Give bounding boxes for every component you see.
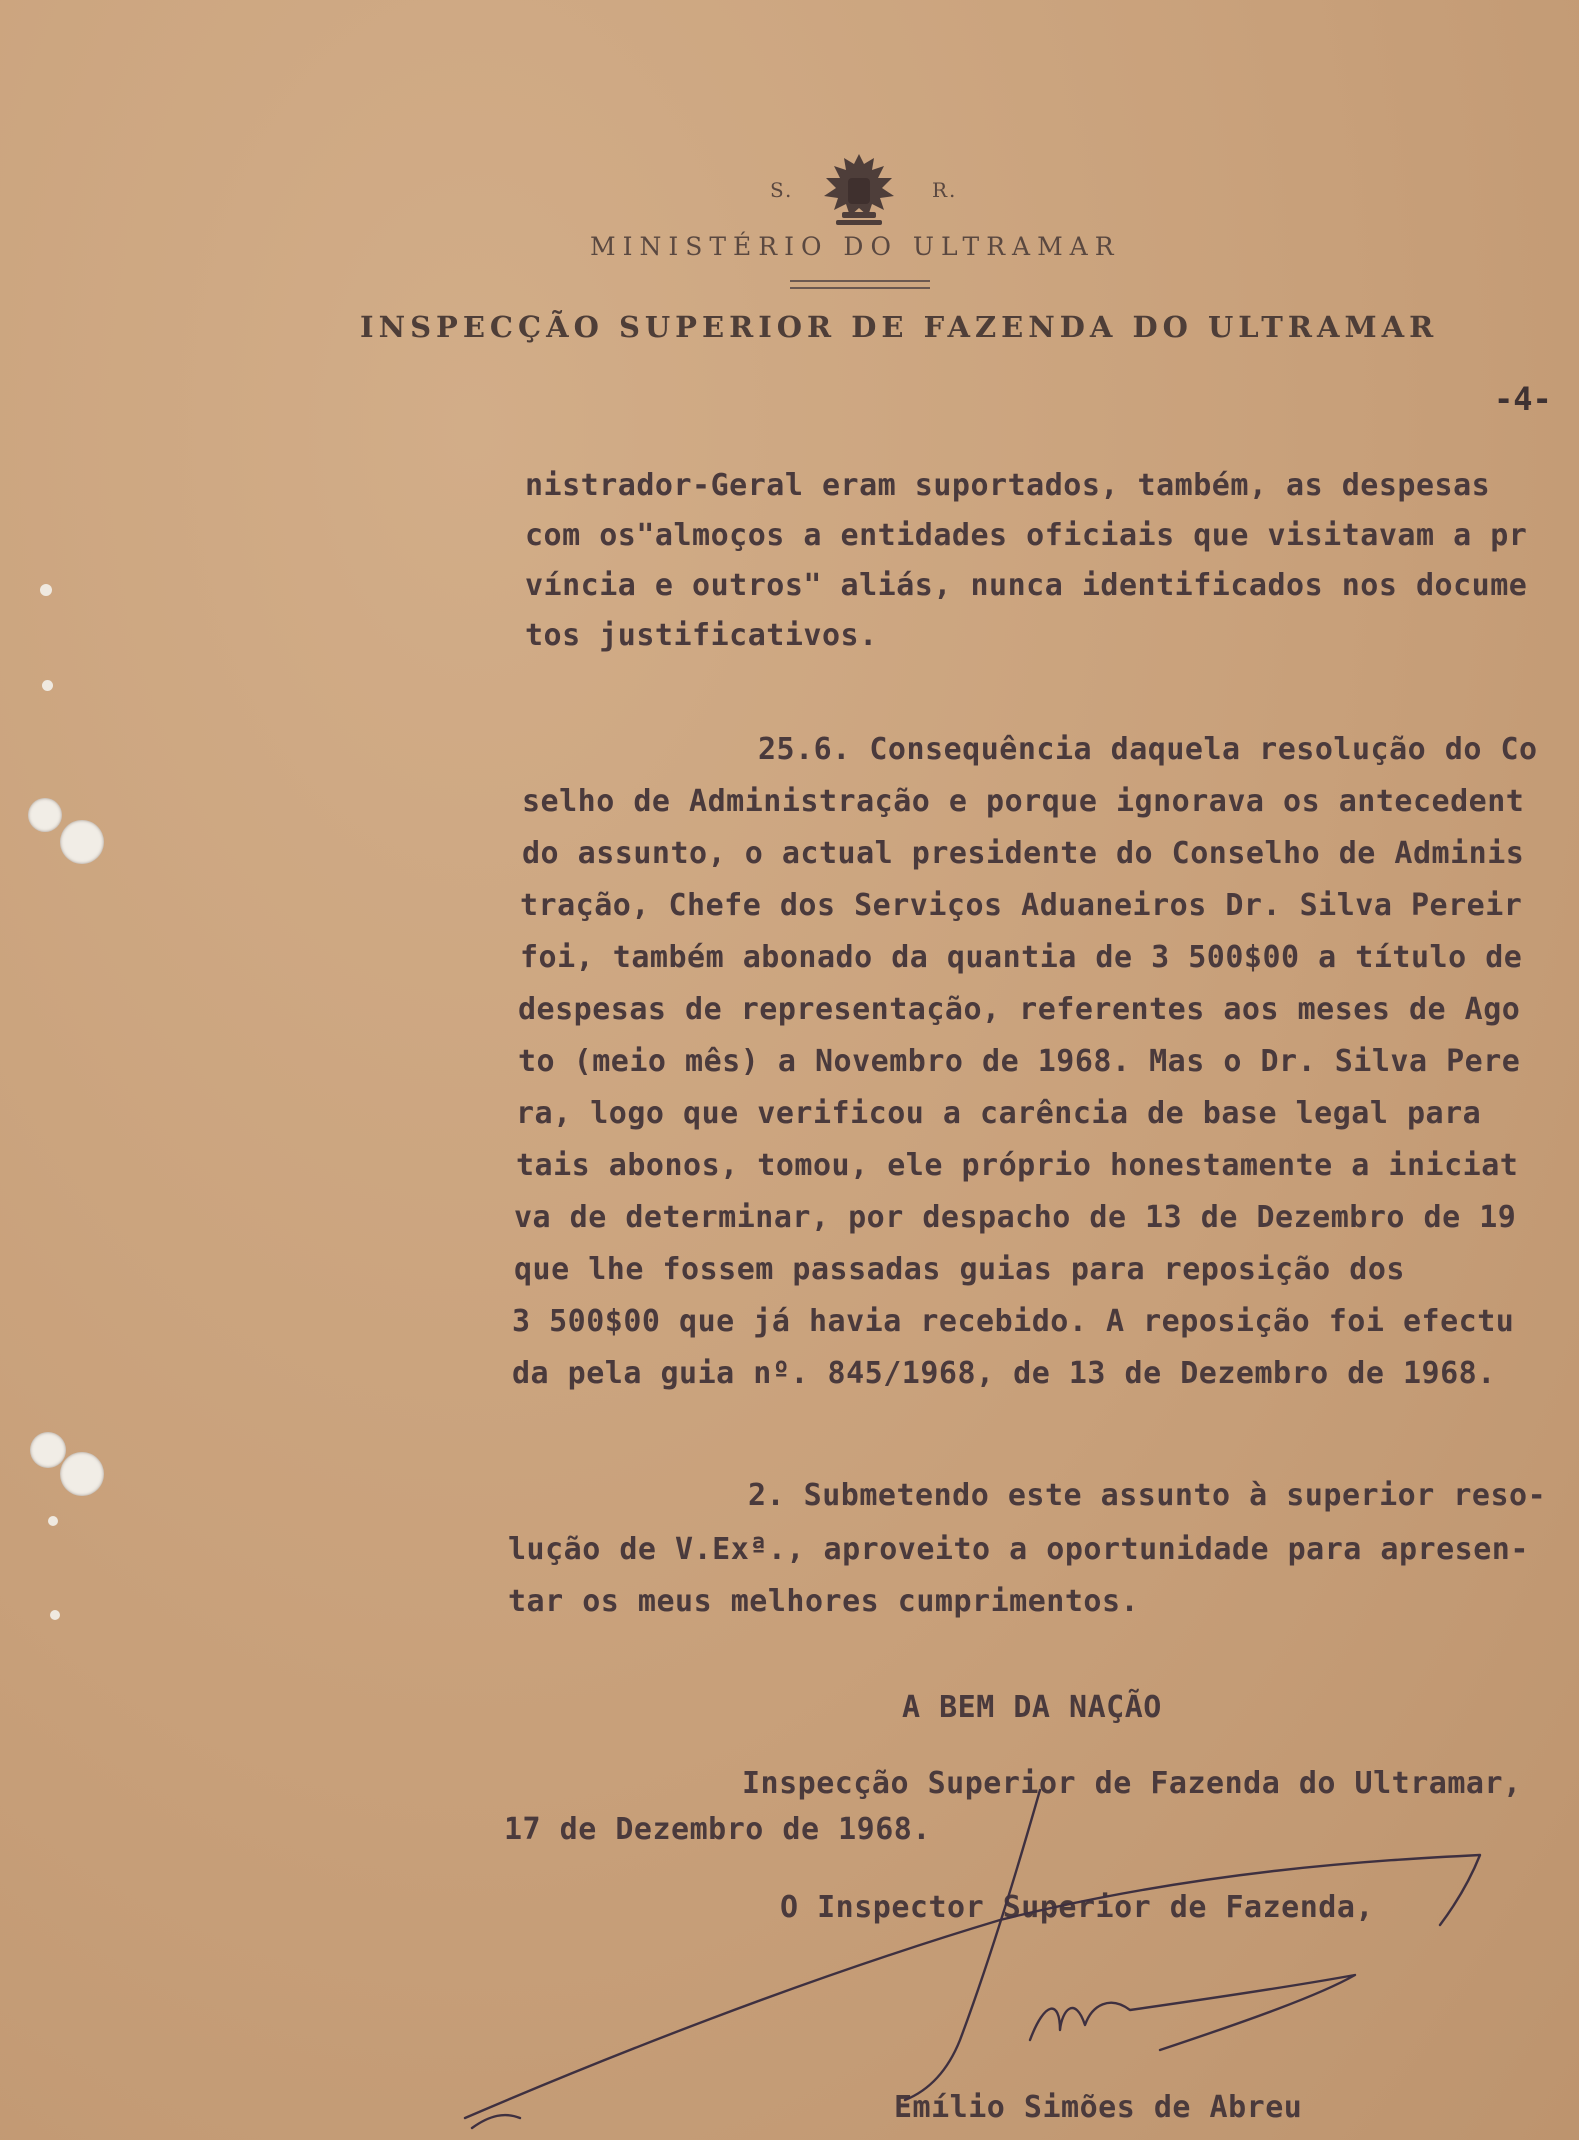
body-line: tar os meus melhores cumprimentos. bbox=[508, 1584, 1140, 1619]
body-line: tos justificativos. bbox=[525, 618, 878, 653]
body-line: da pela guia nº. 845/1968, de 13 de Dezembro de 1968. bbox=[512, 1356, 1496, 1391]
binder-hole bbox=[30, 1432, 66, 1468]
binder-hole bbox=[28, 798, 62, 832]
body-line: 25.6. Consequência daquela resolução do Co bbox=[758, 732, 1538, 767]
letterhead-r: R. bbox=[932, 178, 958, 202]
coat-of-arms-icon bbox=[812, 150, 906, 228]
letterhead-rule-top bbox=[790, 280, 930, 282]
body-line: com os"almoços a entidades oficiais que visitavam a pr bbox=[525, 518, 1528, 553]
closing-motto: A BEM DA NAÇÃO bbox=[902, 1690, 1162, 1725]
paper-speck bbox=[42, 680, 53, 691]
body-line: foi, também abonado da quantia de 3 500$00 a título de bbox=[520, 940, 1523, 975]
letterhead-rule-bottom bbox=[790, 287, 930, 289]
body-line: va de determinar, por despacho de 13 de Dezembro de 19 bbox=[514, 1200, 1517, 1235]
paper-speck bbox=[50, 1610, 60, 1620]
body-line: 3 500$00 que já havia recebido. A reposição foi efectu bbox=[512, 1304, 1515, 1339]
body-line: despesas de representação, referentes aos meses de Ago bbox=[518, 992, 1521, 1027]
body-line: que lhe fossem passadas guias para reposição dos bbox=[514, 1252, 1405, 1287]
body-line: tração, Chefe dos Serviços Aduaneiros Dr. Silva Pereir bbox=[520, 888, 1523, 923]
page-number: -4- bbox=[1494, 380, 1552, 418]
letterhead-s: S. bbox=[770, 178, 794, 202]
body-line: ra, logo que verificou a carência de base legal para bbox=[516, 1096, 1482, 1131]
paper-speck bbox=[40, 584, 52, 596]
closing-date: 17 de Dezembro de 1968. bbox=[504, 1812, 931, 1847]
binder-hole bbox=[60, 1452, 104, 1496]
body-line: nistrador-Geral eram suportados, também, as despesas bbox=[525, 468, 1491, 503]
inspection-heading: INSPECÇÃO SUPERIOR DE FAZENDA DO ULTRAMAR bbox=[360, 310, 1439, 344]
ministry-heading: MINISTÉRIO DO ULTRAMAR bbox=[590, 232, 1121, 261]
signatory-name: Emílio Simões de Abreu bbox=[894, 2090, 1303, 2125]
body-line: tais abonos, tomou, ele próprio honestamente a iniciat bbox=[516, 1148, 1519, 1183]
paper-speck bbox=[48, 1516, 58, 1526]
body-line: selho de Administração e porque ignorava os antecedent bbox=[522, 784, 1525, 819]
body-line: víncia e outros" aliás, nunca identificados nos docume bbox=[525, 568, 1528, 603]
body-line: do assunto, o actual presidente do Conselho de Adminis bbox=[522, 836, 1525, 871]
body-line: lução de V.Exª., aproveito a oportunidade para apresen- bbox=[508, 1532, 1529, 1567]
binder-hole bbox=[60, 820, 104, 864]
signatory-title: O Inspector Superior de Fazenda, bbox=[780, 1890, 1374, 1925]
body-line: to (meio mês) a Novembro de 1968. Mas o Dr. Silva Pere bbox=[518, 1044, 1521, 1079]
body-line: 2. Submetendo este assunto à superior reso- bbox=[748, 1478, 1547, 1513]
closing-place: Inspecção Superior de Fazenda do Ultramar, bbox=[742, 1766, 1522, 1801]
